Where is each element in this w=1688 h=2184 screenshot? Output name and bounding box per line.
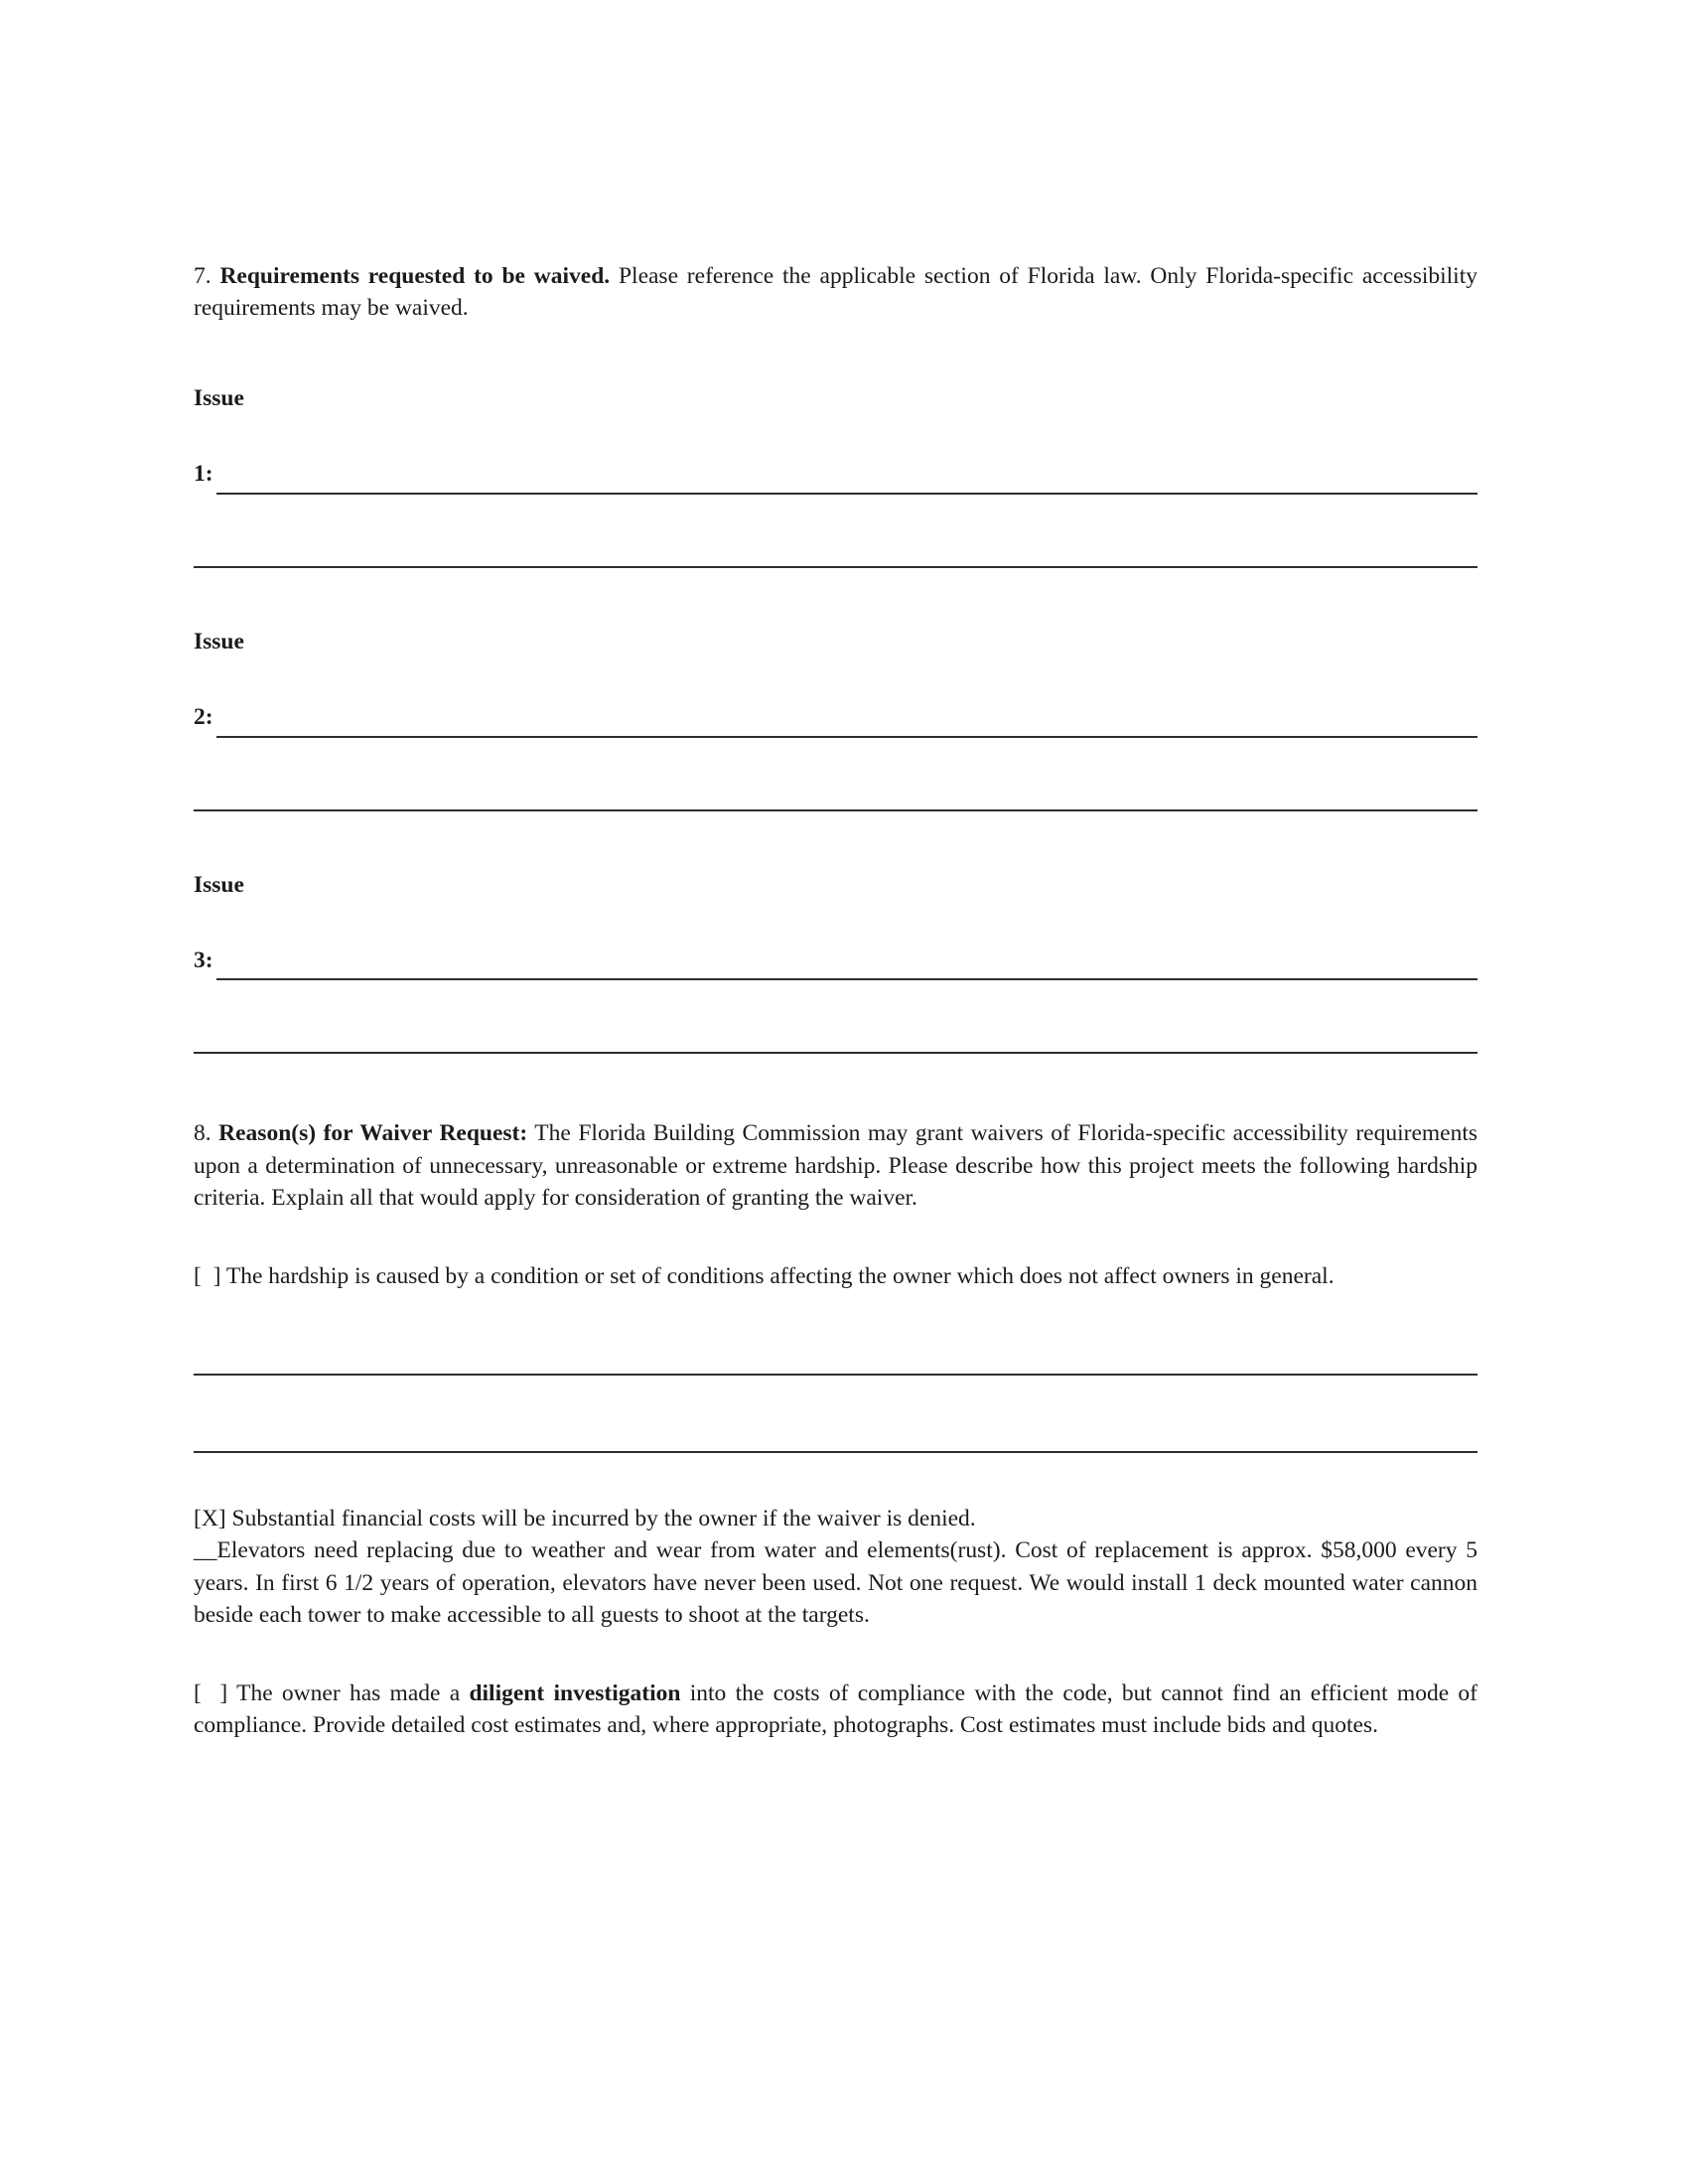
section-7-body: Please reference the applicable section of Florida law. Only Florida-specific accessibility requirements may be waived. bbox=[194, 263, 1477, 322]
hardship-answer-line-2 bbox=[194, 1451, 1477, 1453]
section-8-paragraph bbox=[194, 1117, 1477, 1214]
issue-2-row bbox=[194, 701, 1477, 733]
issue-1-answer-line bbox=[216, 469, 1477, 495]
criterion-investigation-bold: diligent investigation bbox=[469, 1679, 681, 1706]
criterion-investigation bbox=[194, 1677, 1477, 1742]
criterion-financial-answer: __Elevators need replacing due to weather and wear from water and elements(rust). Cost of replacement is approx. $58,000 every 5 years. In first 6 1/2 years of operation, elevators have never been used. Not one request. We would install 1 deck mounted water cannon beside each tower to make accessible to all guests to shoot at the targets. bbox=[194, 1537, 1477, 1629]
criterion-hardship bbox=[194, 1260, 1477, 1292]
issue-3-label: Issue bbox=[194, 871, 244, 898]
criterion-financial-text: Substantial financial costs will be incurred by the owner if the waiver is denied. bbox=[225, 1506, 976, 1532]
issue-1-number: 1: bbox=[194, 461, 213, 488]
checkbox-investigation: [ ] bbox=[194, 1679, 228, 1706]
section-7-heading: Requirements requested to be waived. bbox=[219, 263, 611, 289]
section-7-paragraph bbox=[194, 260, 1477, 325]
issue-1-label: Issue bbox=[194, 384, 244, 411]
section-8-body: The Florida Building Commission may grant waivers of Florida-specific accessibility requirements upon a determination of unnecessary, unreasonable or extreme hardship. Please describe how this project meets the following hardship criteria. Explain all that would apply for consideration of granting the waiver. bbox=[194, 1120, 1478, 1212]
criterion-financial-block bbox=[194, 1503, 1477, 1632]
issue-1-row bbox=[194, 458, 1477, 490]
criterion-hardship-text: The hardship is caused by a condition or set of conditions affecting the owner which does not affect owners in general. bbox=[220, 1262, 1335, 1289]
criterion-financial bbox=[194, 1503, 1477, 1534]
section-8-number: 8. bbox=[194, 1120, 219, 1147]
section-8-heading: Reason(s) for Waiver Request: bbox=[218, 1120, 528, 1147]
checkbox-financial-checked: [X] bbox=[194, 1506, 226, 1532]
issue-2-number: 2: bbox=[194, 704, 213, 731]
issue-1-extra-line bbox=[194, 566, 1477, 568]
issue-2-label: Issue bbox=[194, 628, 244, 655]
issue-2-extra-line bbox=[194, 809, 1477, 811]
criterion-investigation-pre: The owner has made a bbox=[227, 1679, 470, 1706]
criterion-investigation-post: into the costs of compliance with the code, but cannot find an efficient mode of compliance. Provide detailed cost estimates and, where appropriate, photographs. Cost estimates must include bids and quotes. bbox=[194, 1679, 1477, 1739]
hardship-answer-line-1 bbox=[194, 1374, 1477, 1376]
section-7-number: 7. bbox=[194, 263, 220, 289]
issue-2-answer-line bbox=[216, 712, 1477, 738]
issue-3-number: 3: bbox=[194, 946, 213, 973]
issue-3-row bbox=[194, 945, 1477, 976]
issue-3-answer-line bbox=[216, 954, 1477, 980]
checkbox-hardship: [ ] bbox=[194, 1262, 221, 1289]
issue-3-extra-line bbox=[194, 1052, 1477, 1054]
